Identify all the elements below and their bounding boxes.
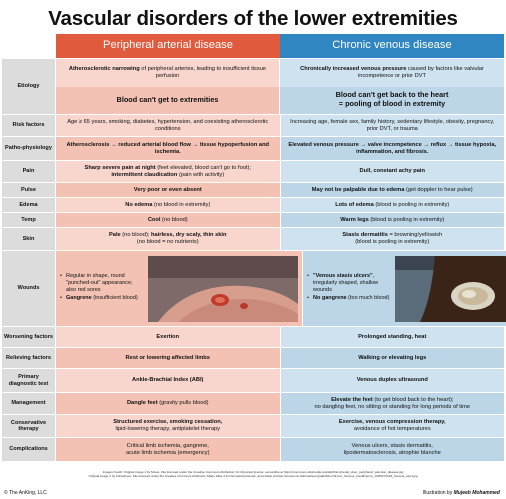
cvd-relieving: Walking or elevating legs — [281, 348, 505, 368]
pad-diagnostic: Ankle-Brachial Index (ABI) — [56, 369, 281, 392]
cvd-conservative — [281, 415, 505, 437]
list-item — [60, 295, 144, 302]
pad-temp-note: (no blood) — [160, 216, 188, 223]
row-temp — [2, 213, 504, 228]
pad-etiology-cause-text: of peripheral arteries, leading to insufficient tissue perfusion — [139, 65, 267, 79]
row-label-pathophysiology: Patho-physiology — [2, 137, 56, 160]
pad-pain-night-note: (feet elevated, blood can't go to foot); — [155, 164, 251, 171]
cvd-complications-line2: lipodermatosclerosis, atrophie blanche — [343, 449, 441, 456]
table-header-row — [2, 34, 504, 59]
cvd-management-note: (to get blood back to the heart); — [372, 396, 454, 403]
cvd-management-bold: Elevate the feet — [331, 396, 373, 403]
row-label-management: Management — [2, 393, 56, 414]
row-label-relieving: Relieving factors — [2, 348, 56, 368]
pad-skin-note: (no blood = no nutrients) — [136, 239, 199, 245]
pad-pain-claudication: intermittent claudication — [111, 171, 178, 178]
pad-wounds-list — [60, 273, 144, 303]
cvd-complications-line1: Venous ulcers, stasis dermatitis, — [351, 442, 433, 449]
pad-edema — [56, 198, 281, 212]
footer-author: Mujeeb Mohammed — [453, 490, 500, 496]
cvd-etiology-cause-bold: Chronically increased venous pressure — [300, 65, 407, 72]
arterial-ulcer-photo — [148, 256, 298, 322]
row-label-diagnostic: Primary diagnostic test — [2, 369, 56, 392]
row-pathophysiology — [2, 137, 504, 161]
row-label-skin: Skin — [2, 228, 56, 250]
list-item — [307, 273, 391, 293]
header-spacer — [2, 34, 56, 58]
pad-wounds-gangrene-note: (insufficient blood) — [91, 295, 138, 302]
pad-skin — [56, 228, 281, 250]
row-diagnostic-test — [2, 369, 504, 393]
row-management — [2, 393, 504, 415]
comparison-table — [2, 34, 504, 462]
pad-etiology-cause-bold: Atherosclerotic narrowing — [68, 65, 140, 72]
row-skin — [2, 228, 504, 251]
pad-management — [56, 393, 281, 414]
cvd-temp — [281, 213, 505, 227]
pad-management-bold: Dangle feet — [126, 400, 158, 407]
pad-edema-bold: No edema — [125, 201, 153, 208]
pad-temp-bold: Cool — [147, 216, 161, 223]
venous-ulcer-photo — [395, 256, 506, 322]
row-pain — [2, 161, 504, 183]
row-label-temp: Temp — [2, 213, 56, 227]
row-edema — [2, 198, 504, 213]
cvd-temp-bold: Warm legs — [340, 216, 369, 223]
pad-wounds-gangrene: Gangrene — [66, 295, 92, 302]
cvd-etiology-summary — [280, 87, 504, 115]
cvd-management-detail: no dangling feet, no sitting or standing for long periods of time — [314, 403, 471, 410]
footer-brand-text: © The AnKing, LLC — [4, 490, 47, 496]
row-label-pulse: Pulse — [2, 183, 56, 197]
cvd-edema — [281, 198, 505, 212]
pad-pathophysiology: Atherosclerosis → reduced arterial blood flow → tissue hypoperfusion and ischemia. — [56, 137, 281, 160]
pad-temp — [56, 213, 281, 227]
row-pulse — [2, 183, 504, 198]
pad-risk-factors: Age ≥ 65 years, smoking, diabetes, hypertension, and coexisting atherosclerotic conditions — [56, 115, 281, 136]
row-risk-factors — [2, 115, 504, 137]
row-relieving-factors — [2, 348, 504, 369]
image-credit-2: Original image 2 by Ashashyou. File licensed under the Creative Commons Attribution Share Alike 4.0 International license; accessible at https://commons.wikimedia.org/wiki/File:Chronic_Venous_Insufficiency_%28CVI%29_Venous_ulcer.jpg — [88, 474, 418, 479]
pad-management-note: (gravity pulls blood) — [157, 400, 209, 407]
cvd-conservative-line2: avoidance of hot temperatures — [353, 426, 431, 432]
pad-pain-night: Sharp severe pain at night — [84, 164, 156, 171]
cvd-conservative-line1: Exercise, venous compression therapy, — [338, 419, 446, 426]
pad-relieving: Rest or lowering affected limbs — [56, 348, 281, 368]
cvd-edema-note: (blood is pooling in extremity) — [373, 201, 450, 208]
header-chronic-venous-disease: Chronic venous disease — [280, 34, 504, 58]
pad-skin-hairless: hairless, dry scaly, thin skin — [151, 232, 227, 239]
pad-etiology-summary — [56, 87, 280, 115]
row-label-risk-factors: Risk factors — [2, 115, 56, 136]
cvd-etiology-cause — [280, 59, 504, 87]
image-credit-1: Images Credit: Original image 1 by Moxie. File licensed under the Creative Commons Attribution 3.0 Unported license; accessible at https://commons.wikimedia.org/wiki/File:Arterial_ulcer_peripheral_vascular_disease.jpg — [102, 470, 404, 474]
cvd-management — [281, 393, 505, 414]
cvd-pulse — [281, 183, 505, 197]
cvd-wounds-ulcers: "Venous stasis ulcers" — [313, 273, 373, 280]
list-item — [307, 295, 391, 302]
page-title: Vascular disorders of the lower extremities — [48, 7, 458, 30]
cvd-etiology-cause-text: caused by factors like valvular incompetence or prior DVT — [358, 65, 484, 79]
pad-wounds — [56, 251, 303, 326]
cvd-pulse-note: (get doppler to hear pulse) — [404, 186, 473, 193]
cvd-wounds — [303, 251, 506, 326]
row-worsening-factors — [2, 327, 504, 348]
row-label-complications: Complications — [2, 438, 56, 461]
row-label-wounds: Wounds — [2, 251, 56, 326]
row-etiology — [2, 59, 504, 115]
cvd-temp-note: (blood is pooling in extremity) — [368, 216, 445, 223]
cvd-pathophysiology: Elevated venous pressure → valve incompetence → reflux → tissue hypoxia, inflammation, and fibrosis. — [281, 137, 505, 160]
footer-brand — [4, 490, 47, 496]
row-conservative-therapy — [2, 415, 504, 438]
cvd-skin-note: (blood is pooling in extremity) — [355, 239, 430, 245]
cvd-skin-bold: Stasis dermatitis — [342, 232, 388, 239]
cvd-pulse-bold: May not be palpable due to edema — [311, 186, 405, 193]
pad-skin-pale-note: (no blood); — [120, 232, 152, 239]
pad-conservative — [56, 415, 281, 437]
cvd-skin — [281, 228, 505, 250]
row-label-pain: Pain — [2, 161, 56, 182]
cvd-etiology-summary-line1: Blood can't get back to the heart — [335, 90, 449, 100]
cvd-wounds-no-gangrene-note: (too much blood) — [346, 295, 390, 302]
row-label-worsening: Worsening factors — [2, 327, 56, 347]
cvd-wounds-list — [307, 273, 391, 303]
pad-worsening: Exertion — [56, 327, 281, 347]
pad-complications — [56, 438, 281, 461]
cvd-risk-factors: Increasing age, female sex, family history, sedentary lifestyle, obesity, pregnancy, prior DVT, or trauma — [281, 115, 505, 136]
pad-complications-line1: Critical limb ischemia, gangrene, — [126, 442, 209, 449]
footer-illustrator — [423, 490, 500, 496]
cvd-complications — [281, 438, 505, 461]
row-wounds — [2, 251, 504, 327]
cvd-diagnostic: Venous duplex ultrasound — [281, 369, 505, 392]
pad-pulse: Very poor or even absent — [56, 183, 281, 197]
cvd-etiology-summary-line2: = pooling of blood in extremity — [338, 99, 446, 109]
row-label-edema: Edema — [2, 198, 56, 212]
pad-complications-line2: acute limb ischemia (emergency) — [126, 449, 210, 456]
cvd-wounds-no-gangrene: No gangrene — [313, 295, 347, 302]
cvd-skin-color: = browning/yellowish — [387, 232, 443, 239]
cvd-worsening: Prolonged standing, heat — [281, 327, 505, 347]
cvd-pain: Dull, constant achy pain — [281, 161, 505, 182]
pad-pain-claudication-note: (pain with activity) — [177, 171, 225, 178]
pad-wounds-shape: Regular in shape, round "punched-out" appearance; also red sores — [66, 273, 133, 293]
list-item — [60, 273, 144, 293]
pad-conservative-line2: lipid-lowering therapy, antiplatelet therapy — [115, 426, 221, 432]
footer-illustrated-by: Illustration by — [422, 490, 454, 496]
pad-etiology-summary-text: Blood can't get to extremities — [116, 94, 219, 104]
pad-conservative-line1: Structured exercise, smoking cessation, — [113, 419, 223, 426]
pad-etiology-cause — [56, 59, 280, 87]
pad-skin-pale: Pale — [108, 232, 121, 239]
row-complications — [2, 438, 504, 462]
cvd-wounds-ulcers-note: , irregularly shaped, shallow wounds — [313, 273, 379, 293]
image-credits — [0, 470, 506, 478]
row-label-etiology: Etiology — [2, 59, 56, 114]
row-label-conservative: Conservative therapy — [2, 415, 56, 437]
pad-pain — [56, 161, 281, 182]
cvd-edema-bold: Lots of edema — [335, 201, 374, 208]
pad-edema-note: (no blood in extremity) — [152, 201, 211, 208]
header-peripheral-arterial-disease: Peripheral arterial disease — [56, 34, 280, 58]
